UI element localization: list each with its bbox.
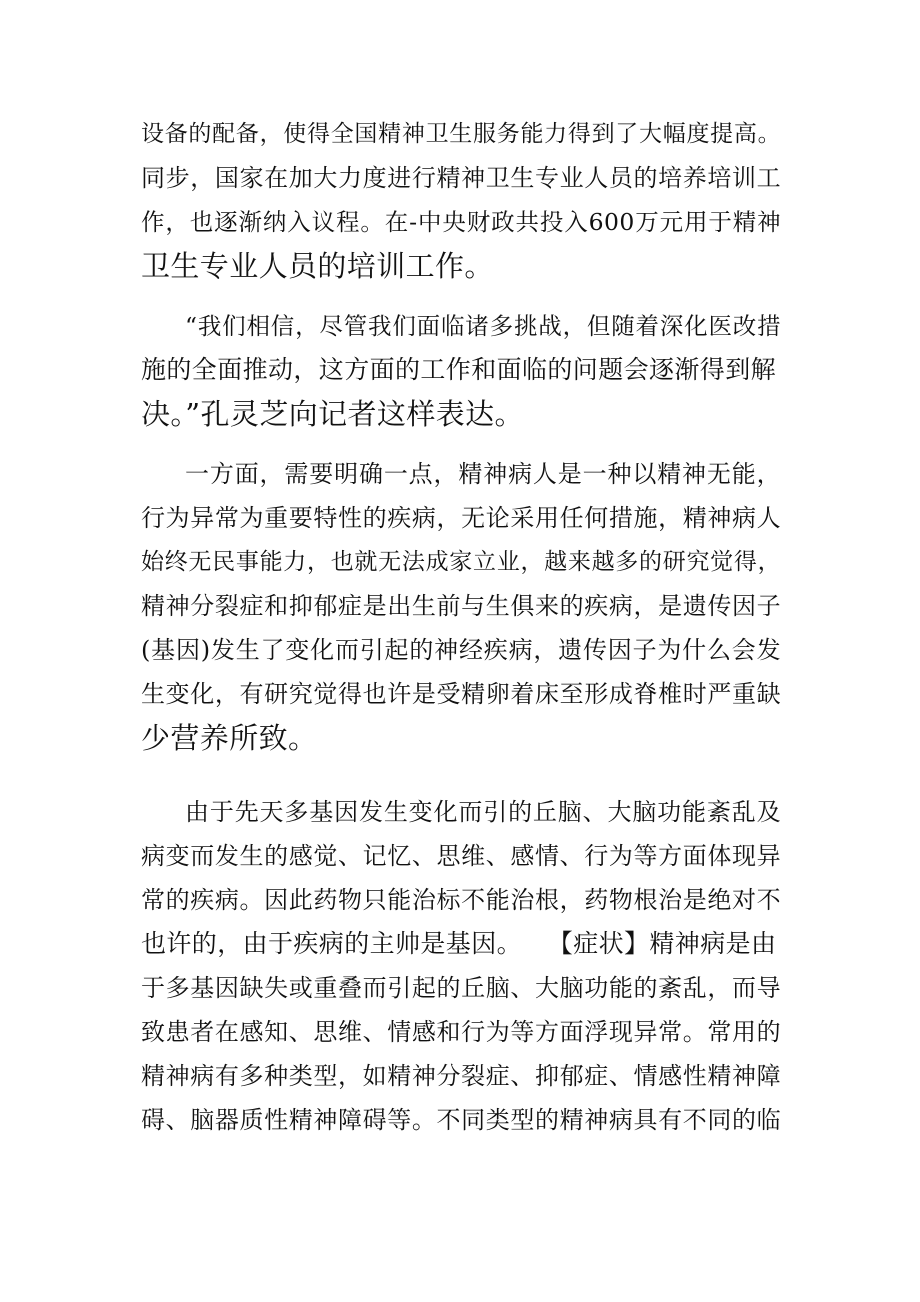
- paragraph-4-line-7: 精神病有多种类型，如精神分裂症、抑郁症、情感性精神障: [141, 1062, 781, 1090]
- paragraph-3-line-5: (基因)发生了变化而引起的神经疾病，遗传因子为什么会发: [141, 636, 781, 664]
- paragraph-4-line-8: 碍、脑器质性精神障碍等。不同类型的精神病具有不同的临: [141, 1106, 781, 1134]
- paragraph-4-line-1: 由于先天多基因发生变化而引的丘脑、大脑功能紊乱及: [185, 798, 781, 826]
- paragraph-2-line-1: “我们相信，尽管我们面临诸多挑战，但随着深化医改措: [185, 312, 781, 340]
- paragraph-3-line-2: 行为异常为重要特性的疾病，无论采用任何措施，精神病人: [141, 504, 781, 532]
- paragraph-3-line-7: 少营养所致。: [141, 721, 318, 755]
- paragraph-4-line-3: 常的疾病。因此药物只能治标不能治根，药物根治是绝对不: [141, 886, 781, 914]
- paragraph-3-line-6: 生变化，有研究觉得也许是受精卵着床至形成脊椎时严重缺: [141, 680, 781, 708]
- paragraph-1-line-2: 同步，国家在加大力度进行精神卫生专业人员的培养培训工: [141, 164, 781, 192]
- paragraph-4-line-6: 致患者在感知、思维、情感和行为等方面浮现异常。常用的: [141, 1018, 781, 1046]
- paragraph-3-line-3: 始终无民事能力，也就无法成家立业，越来越多的研究觉得，: [141, 549, 781, 575]
- paragraph-3-line-4: 精神分裂症和抑郁症是出生前与生俱来的疾病，是遗传因子: [141, 592, 781, 620]
- paragraph-4-line-2: 病变而发生的感觉、记忆、思维、感情、行为等方面体现异: [141, 842, 781, 870]
- paragraph-1-line-3: 作，也逐渐纳入议程。在-中央财政共投入600万元用于精神: [141, 208, 781, 236]
- paragraph-2-line-2: 施的全面推动，这方面的工作和面临的问题会逐渐得到解: [141, 355, 777, 384]
- paragraph-1-line-1: 设备的配备，使得全国精神卫生服务能力得到了大幅度提高。: [141, 121, 781, 147]
- paragraph-1-line-4: 卫生专业人员的培训工作。: [141, 249, 494, 283]
- paragraph-4-line-5: 于多基因缺失或重叠而引起的丘脑、大脑功能的紊乱，而导: [141, 974, 781, 1002]
- paragraph-3-line-1: 一方面，需要明确一点，精神病人是一种以精神无能，: [185, 460, 781, 488]
- paragraph-2-line-3: 决。”孔灵芝向记者这样表达。: [141, 397, 524, 431]
- paragraph-4-line-4: 也许的，由于疾病的主帅是基因。 【症状】精神病是由: [141, 929, 777, 958]
